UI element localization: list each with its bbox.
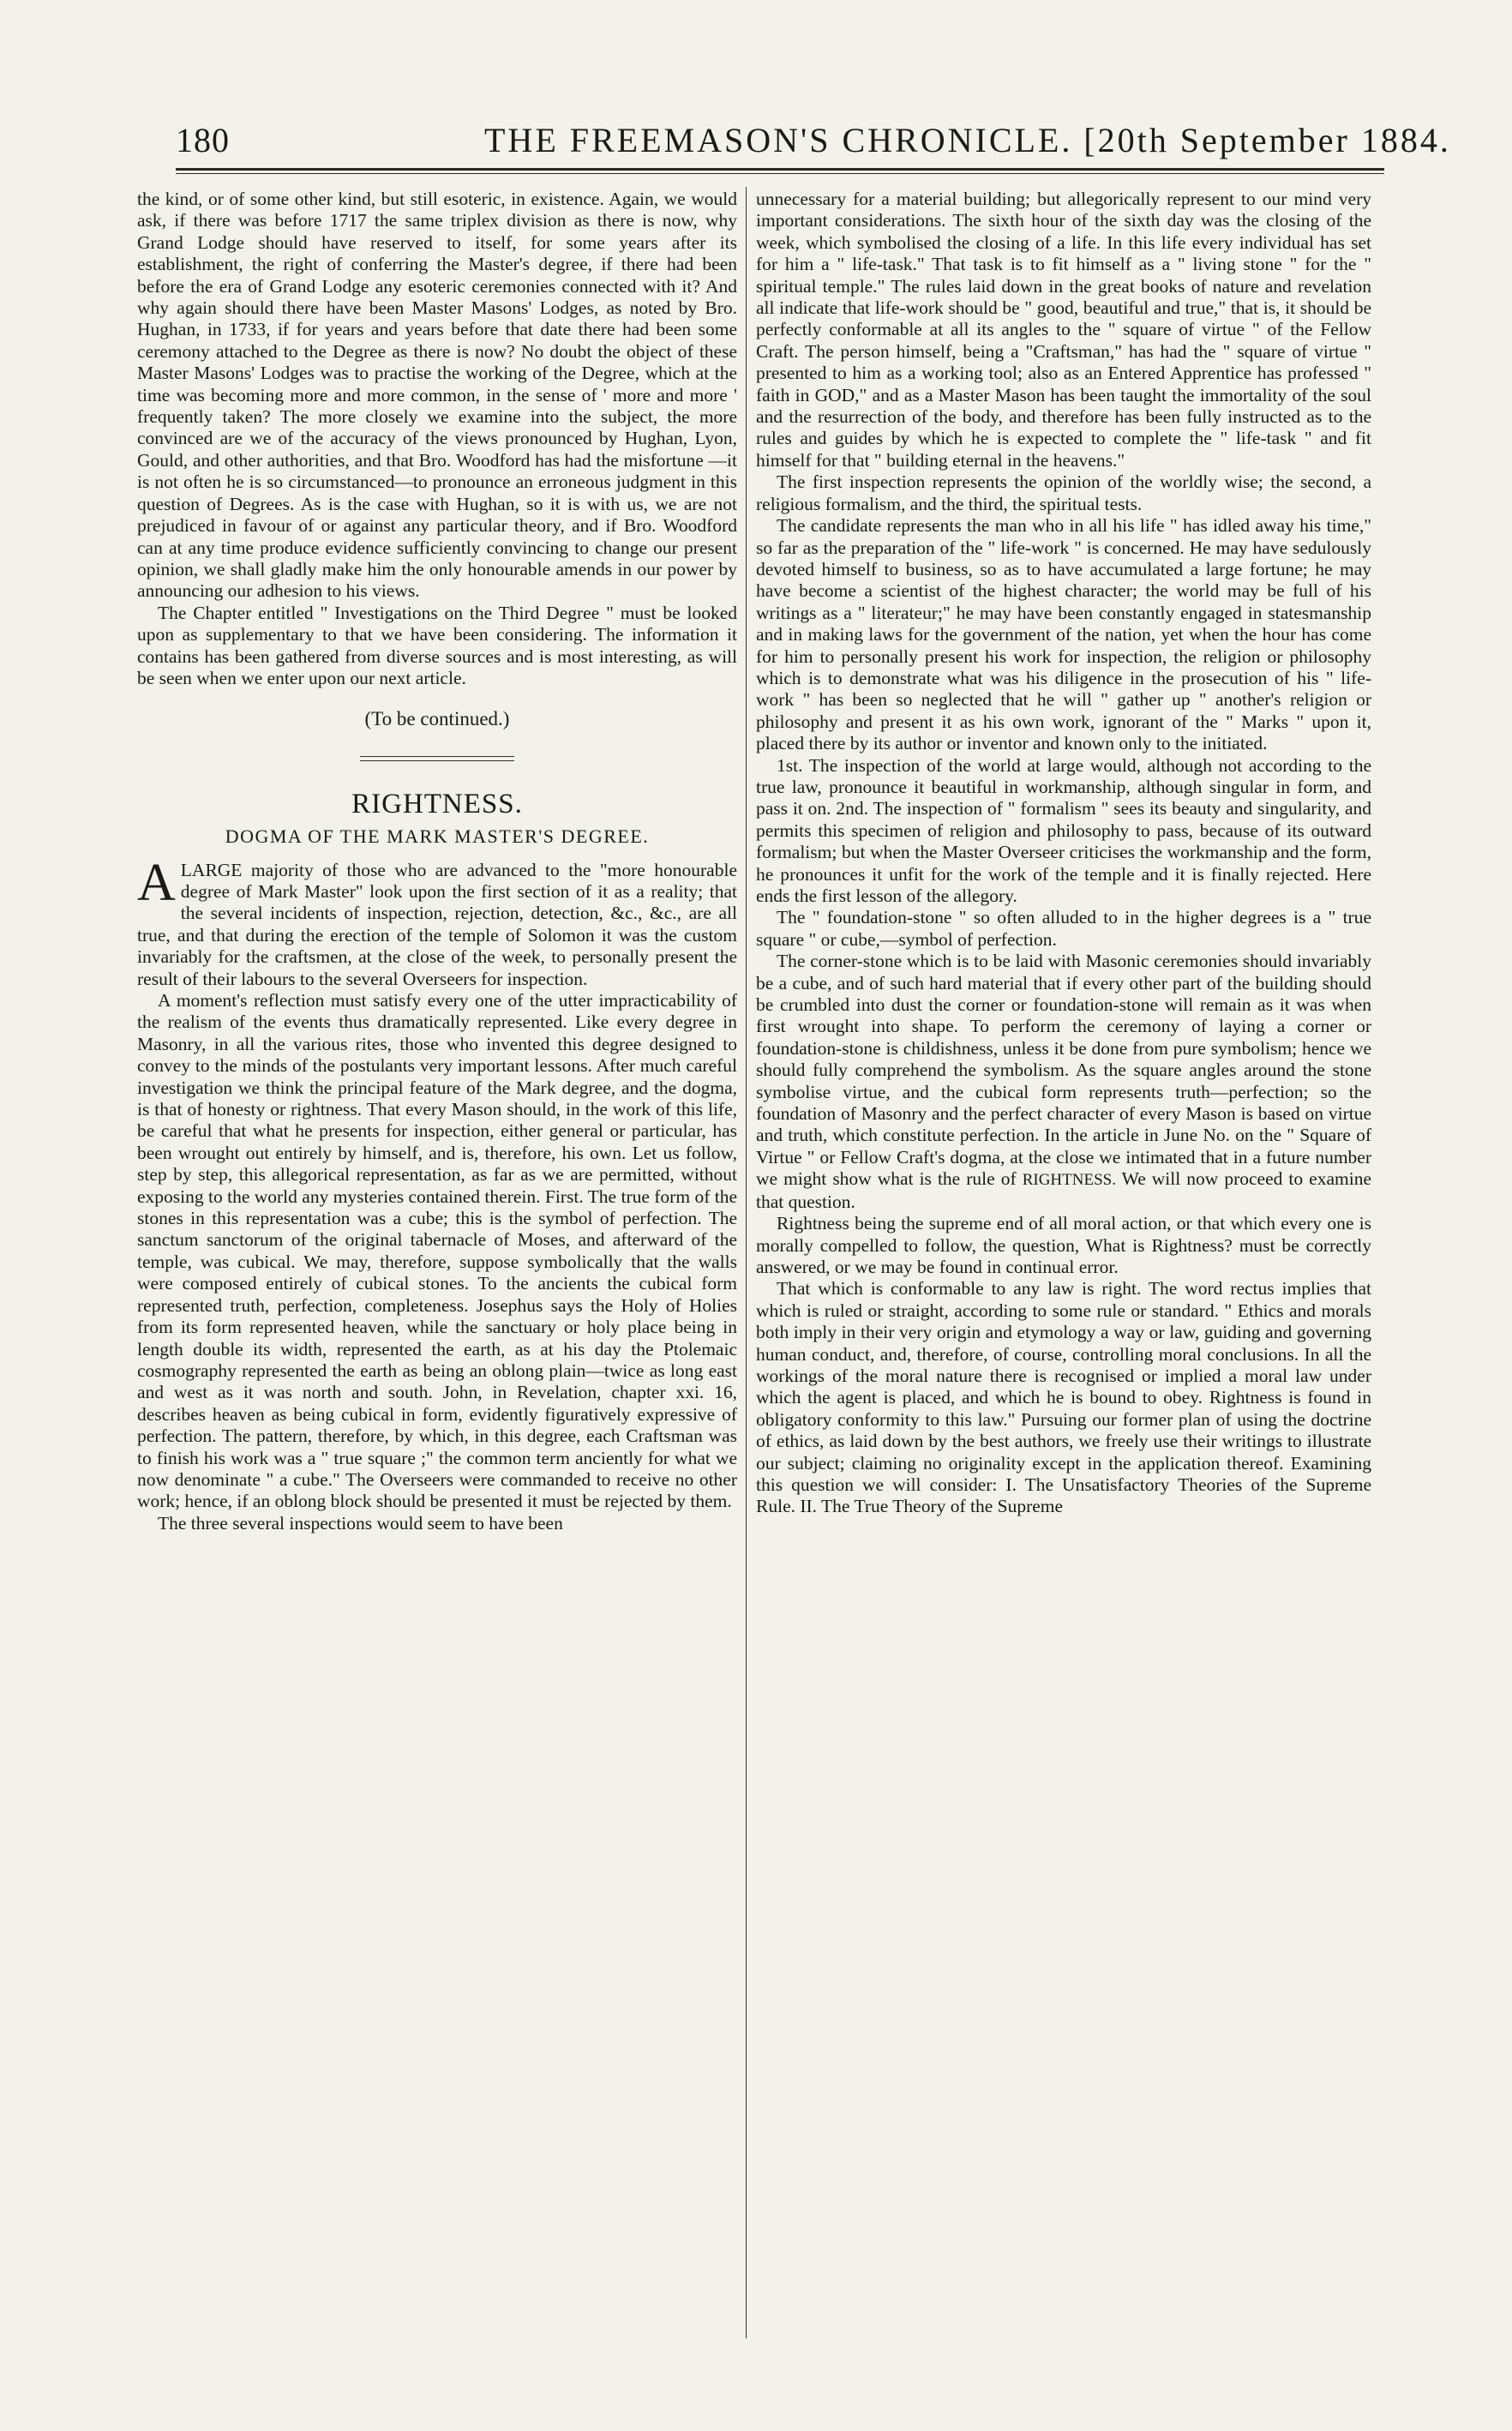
column-divider bbox=[746, 187, 747, 2338]
header-rule bbox=[176, 168, 1384, 171]
article-paragraph-2: A moment's reflection must satisfy every one of the utter impracticability of the realism of the events thus dramatically represented. Like every degree in Masonry, in all the various rites, those who invented this degree designed to convey to the minds of the postulants very important lessons. After much careful investigation we think the principal feature of the Mark degree, and the dogma, is that of honesty or rightness. That every Mason should, in the work of this life, be careful that what he presents for inspection, either general or particular, has been wrought out entirely by himself, and is, therefore, his own. Let us follow, step by step, this allegorical representation, as far as we are permitted, without exposing to the world any mysteries contained therein. First. The true form of the stones in this representation was a cube; this is the symbol of perfection. The sanctum sanctorum of the original tabernacle of Moses, and afterward of the temple, was cubical. We may, therefore, suppose symbolically that the walls were composed entirely of cubical stones. To the ancients the cubical form represented truth, perfection, completeness. Josephus says the Holy of Holies from its form represented heaven, while the sanctuary or holy place being in length double its width, represented the earth, as at his day the Ptolemaic cosmography represented the earth as being an oblong plain—twice as long east and west as it was north and south. John, in Revelation, chapter xxi. 16, describes heaven as being cubical in form, evidently figuratively expressive of perfection. The pattern, therefore, by which, in this degree, each Craftsman was to finish his work was a " true square ;" the common term anciently for what we now denominate " a cube." The Overseers were commanded to receive no other work; hence, if an oblong block should be presented it must be rejected by them. bbox=[137, 990, 737, 1512]
right-paragraph-4: 1st. The inspection of the world at large would, although not according to the true law, pronounce it beautiful in workmanship, although singular in form, and pass it on. 2nd. The inspection of " formalism " sees its beauty and singularity, and permits this specimen of religion and philosophy to pass, because of its outward formalism; but when the Master Overseer criticises the workmanship and the form, he pronounces it unfit for the work of the temple and it is finally rejected. Here ends the first lesson of the allegory. bbox=[756, 754, 1371, 906]
right-paragraph-1: unnecessary for a material building; but allegorically represent to our mind very important considerations. The sixth hour of the sixth day was the closing of the week, which symbolised the closing of a life. In this life every individual has set for him a " life-task." That task is to fit himself as a " living stone " for the " spiritual temple." The rules laid down in the great books of nature and revelation all indicate that life-work should be " good, beautiful and true," that is, it should be perfectly conformable at all its angles to the " square of virtue " of the Fellow Craft. The person himself, being a "Craftsman," has had the " square of virtue " presented to him as a working tool; also as an Entered Apprentice has professed " faith in GOD," and as a Master Mason has been taught the immortality of the soul and the resurrection of the body, and therefore has been fully instructed as to the rules and guides by which he is expected to complete the " life-task " and fit himself for that " building eternal in the heavens." bbox=[756, 189, 1371, 471]
article-title: RIGHTNESS. bbox=[351, 788, 523, 819]
drop-cap: A bbox=[137, 853, 176, 912]
right-paragraph-6-text: The corner-stone which is to be laid with Masonic ceremonies should invariably be a cube, and of such hard material that if every other part of the building should be crumbled into dust the corner or foundation-stone will remain as it was when first wrought into shape. To perform the ceremony of laying a corner or foundation-stone is childishness, unless it be done from pure symbolism; hence we should fully comprehend the symbolism. As the square angles around the stone symbolise virtue, and the cubical form represents truth—perfection; so the foundation of Masonry and the perfect character of every Mason is based on virtue and truth, which constitute perfection. In the article in June No. on the " Square of Virtue " or Fellow Craft's dogma, at the close we intimated that in a future number we might show what is the rule of bbox=[756, 951, 1371, 1190]
page-number: 180 bbox=[176, 121, 230, 159]
right-paragraph-5: The " foundation-stone " so often alluded to in the higher degrees is a " true square " or cube,—symbol of perfection. bbox=[756, 907, 1371, 950]
right-paragraph-2: The first inspection represents the opinion of the worldly wise; the second, a religious formalism, and the third, the spiritual tests. bbox=[756, 471, 1371, 514]
right-paragraph-6-end: We will now proceed to examine that question. bbox=[756, 1168, 1371, 1212]
right-paragraph-3: The candidate represents the man who in all his life " has idled away his time," so far as the preparation of the " life-work " is concerned. He may have sedulously devoted himself to business, so as to have accumulated a large fortune; he may have become a scientist of the highest character; the world may be full of his writings as a " literateur;" he may have been constantly engaged in statesmanship and in making laws for the government of the nation, yet when the hour has come for him to personally present his work for inspection, the religion or philosophy which is to demonstrate what was his diligence in the prosecution of his " life-work " has been so neglected that he will " gather up " another's religion or philosophy and present it as his own work, ignorant of the " Marks " upon it, placed there by its author or inventor and known only to the initiated. bbox=[756, 515, 1371, 754]
right-column bbox=[756, 189, 1371, 1518]
header-rule-thin bbox=[176, 173, 1384, 174]
chapter-note-paragraph: The Chapter entitled " Investigations on the Third Degree " must be looked upon as supplementary to that we have been considering. The information it contains has been gathered from diverse sources and is most interesting, as will be seen when we enter upon our next article. bbox=[137, 602, 737, 688]
continued-paragraph: the kind, or of some other kind, but still esoteric, in existence. Again, we would ask, if there was before 1717 the same triplex division as there is now, why Grand Lodge should have reserved to itself, for some years after its establishment, the right of conferring the Master's degree, if there had been before the era of Grand Lodge any esoteric ceremonies connected with it? And why again should there have been Master Masons' Lodges, as noted by Bro. Hughan, in 1733, if for years and years before that date there had been some ceremony attached to the Degree as there is now? No doubt the object of these Master Masons' Lodges was to practise the working of the Degree, which at the time was becoming more and more common, in the sense of ' more and more ' frequently taken? The more closely we examine into the subject, the more convinced are we of the accuracy of the views pronounced by Hughan, Lyon, Gould, and other authorities, and that Bro. Woodford has had the misfortune —it is not often he is so circumstanced—to pronounce an erroneous judgment in this question of Degrees. As is the case with Hughan, so it is with us, we are not prejudiced in favour of or against any particular theory, and if Bro. Woodford can at any time produce evidence sufficiently convincing to change our present opinion, we shall gladly make him the only honourable amends in our power by announcing our adhesion to his views. bbox=[137, 189, 737, 602]
article-paragraph-1-text: LARGE majority of those who are advanced to the "more honourable degree of Mark Master" look upon the first section of it as a reality; that the several incidents of inspection, rejection, detection, &c., &c., are all true, and that during the erection of the temple of Solomon it was the custom invariably for the craftsmen, at the close of the week, to personally present the result of their labours to the several Overseers for inspection. bbox=[137, 859, 737, 989]
right-paragraph-7: Rightness being the supreme end of all moral action, or that which every one is morally compelled to follow, the question, What is Rightness? must be correctly answered, or we may be found in continual error. bbox=[756, 1213, 1371, 1277]
rightness-smallcaps: RIGHTNESS. bbox=[1022, 1171, 1116, 1190]
article-paragraph-1 bbox=[137, 853, 737, 990]
page-header bbox=[176, 120, 1451, 163]
masthead: THE FREEMASON'S CHRONICLE. [20th September 1884. bbox=[484, 121, 1451, 159]
article-paragraph-3: The three several inspections would seem to have been bbox=[158, 1512, 563, 1534]
to-be-continued: (To be continued.) bbox=[364, 708, 510, 730]
right-paragraph-8: That which is conformable to any law is right. The word rectus implies that which is ruled or straight, according to some rule or standard. " Ethics and morals both imply in their very origin and etymology a way or law, guiding and governing human conduct, and, therefore, of course, controlling moral conclusions. In all the workings of the moral nature there is recognised or implied a moral law under which the agent is placed, and which he is bound to obey. Rightness is found in obligatory conformity to this law." Pursuing our former plan of using the doctrine of ethics, as laid down by the best authors, we freely use their writings to illustrate our subject; claiming no originality except in the application thereof. Examining this question we will consider: I. The Unsatisfactory Theories of the Supreme Rule. II. The True Theory of the Supreme bbox=[756, 1278, 1371, 1517]
left-column bbox=[137, 189, 737, 1534]
section-divider bbox=[360, 756, 514, 761]
right-paragraph-6 bbox=[756, 951, 1371, 1213]
article-subtitle: DOGMA OF THE MARK MASTER'S DEGREE. bbox=[225, 825, 650, 848]
